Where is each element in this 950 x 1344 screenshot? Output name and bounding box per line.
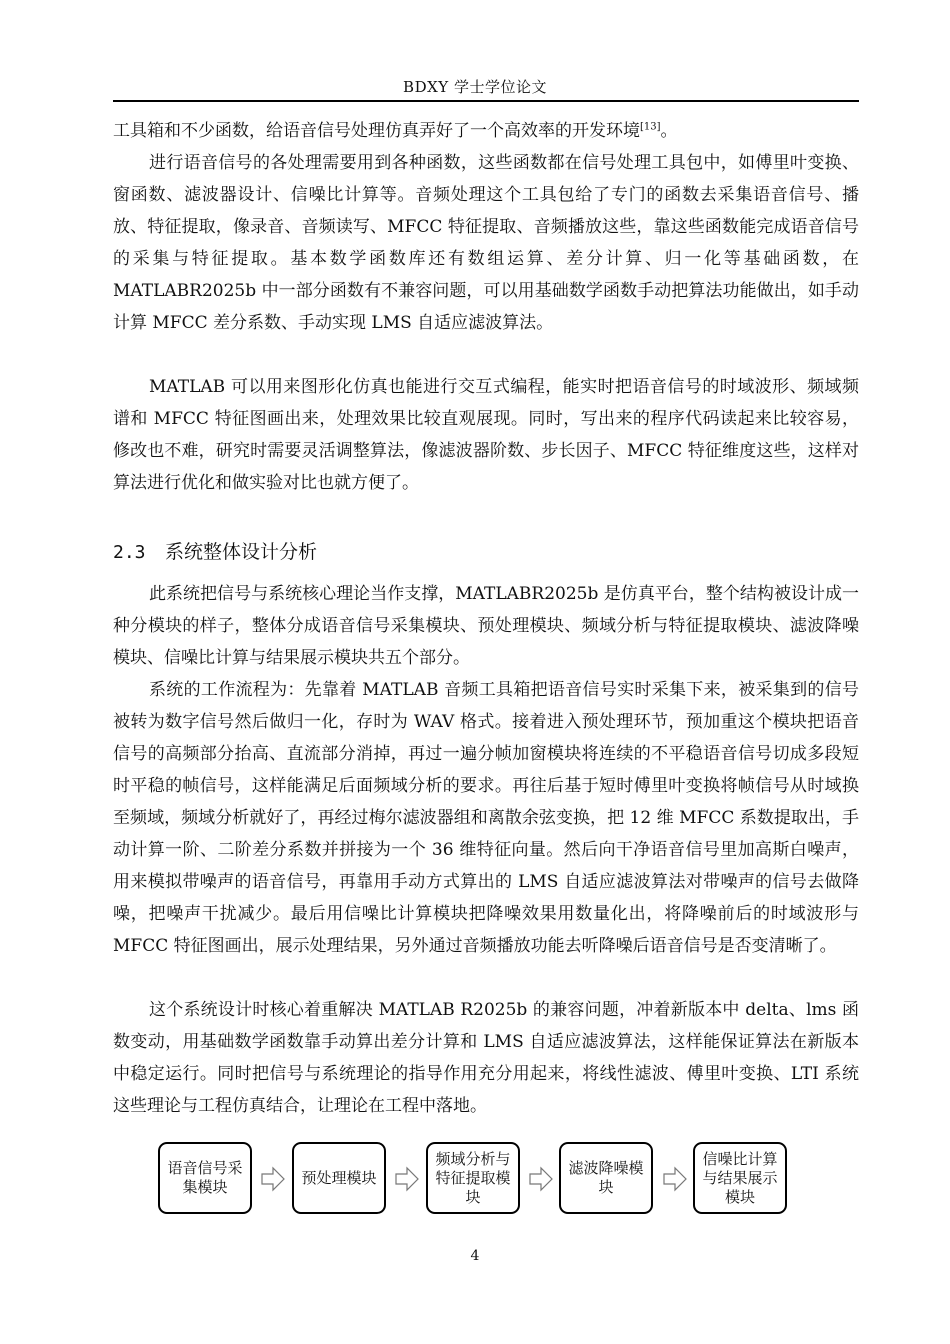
flow-box-preprocessing: 预处理模块	[292, 1142, 386, 1214]
flow-box-acquisition: 语音信号采集模块	[158, 1142, 252, 1214]
paragraph-compatibility: 这个系统设计时核心着重解决 MATLAB R2025b 的兼容问题，冲着新版本中 delta、lms 函数变动，用基础数学函数靠手动算出差分计算和 LMS 自适应滤波算法，这样能保证算法在新版本中稳定运行。同时把信号与系统理论的指导作用充分用起来，将线性滤波、傅里叶变换、LTI 系统这些理论与工程仿真结合，让理论在工程中落地。	[113, 1000, 859, 1116]
section-title: 系统整体设计分析	[165, 541, 318, 563]
flow-box-frequency-analysis: 频域分析与特征提取模块	[426, 1142, 520, 1214]
paragraph-system-structure: 此系统把信号与系统核心理论当作支撑，MATLABR2025b 是仿真平台，整个结构被设计成一种分模块的样子，整体分成语音信号采集模块、预处理模块、频域分析与特征提取模块、滤波降噪模块、信噪比计算与结果展示模块共五个部分。	[113, 584, 859, 668]
right-arrow-icon	[663, 1166, 687, 1192]
paragraph-workflow: 系统的工作流程为：先靠着 MATLAB 音频工具箱把语音信号实时采集下来，被采集到的信号被转为数字信号然后做归一化，存时为 WAV 格式。接着进入预处理环节，预加重这个模块把语音信号的高频部分抬高、直流部分消掉，再过一遍分帧加窗模块将连续的不平稳语音信号切成多段短时平稳的帧信号，这样能满足后面频域分析的要求。再往后基于短时傅里叶变换将帧信号从时域换至频域，频域分析就好了，再经过梅尔滤波器组和离散余弦变换，把 12 维 MFCC 系数提取出，手动计算一阶、二阶差分系数并拼接为一个 36 维特征向量。然后向干净语音信号里加高斯白噪声，用来模拟带噪声的语音信号，再靠用手动方式算出的 LMS 自适应滤波算法对带噪声的信号去做降噪，把噪声干扰减少。最后用信噪比计算模块把降噪效果用数量化出，将降噪前后的时域波形与 MFCC 特征图画出，展示处理结果，另外通过音频播放功能去听降噪后语音信号是否变清晰了。	[113, 680, 859, 956]
header-rule	[113, 100, 859, 102]
citation-ref: [13]	[640, 121, 661, 133]
paragraph-toolbox-intro	[113, 115, 859, 147]
right-arrow-icon	[261, 1166, 285, 1192]
page-number: 4	[470, 1248, 480, 1264]
running-header: BDXY 学士学位论文	[403, 78, 547, 96]
flow-box-denoising: 滤波降噪模块	[559, 1142, 653, 1214]
paragraph-text: 工具箱和不少函数，给语音信号处理仿真弄好了一个高效率的开发环境	[113, 121, 640, 141]
section-heading	[113, 537, 317, 564]
paragraph-end: 。	[660, 121, 678, 141]
system-flowchart	[158, 1142, 798, 1218]
right-arrow-icon	[529, 1166, 553, 1192]
paragraph-matlab-gui: MATLAB 可以用来图形化仿真也能进行交互式编程，能实时把语音信号的时域波形、频域频谱和 MFCC 特征图画出来，处理效果比较直观展现。同时，写出来的程序代码读起来比较容易，修改也不难，研究时需要灵活调整算法，像滤波器阶数、步长因子、MFCC 特征维度这些，这样对算法进行优化和做实验对比也就方便了。	[113, 377, 859, 493]
paragraph-functions: 进行语音信号的各处理需要用到各种函数，这些函数都在信号处理工具包中，如傅里叶变换、窗函数、滤波器设计、信噪比计算等。音频处理这个工具包给了专门的函数去采集语音信号、播放、特征提取，像录音、音频读写、MFCC 特征提取、音频播放这些，靠这些函数能完成语音信号的采集与特征提取。基本数学函数库还有数组运算、差分计算、归一化等基础函数，在 MATLABR2025b 中一部分函数有不兼容问题，可以用基础数学函数手动把算法功能做出，如手动计算 MFCC 差分系数、手动实现 LMS 自适应滤波算法。	[113, 153, 859, 333]
flow-box-snr-results: 信噪比计算与结果展示模块	[693, 1142, 787, 1214]
right-arrow-icon	[395, 1166, 419, 1192]
section-number: 2.3	[113, 542, 146, 563]
